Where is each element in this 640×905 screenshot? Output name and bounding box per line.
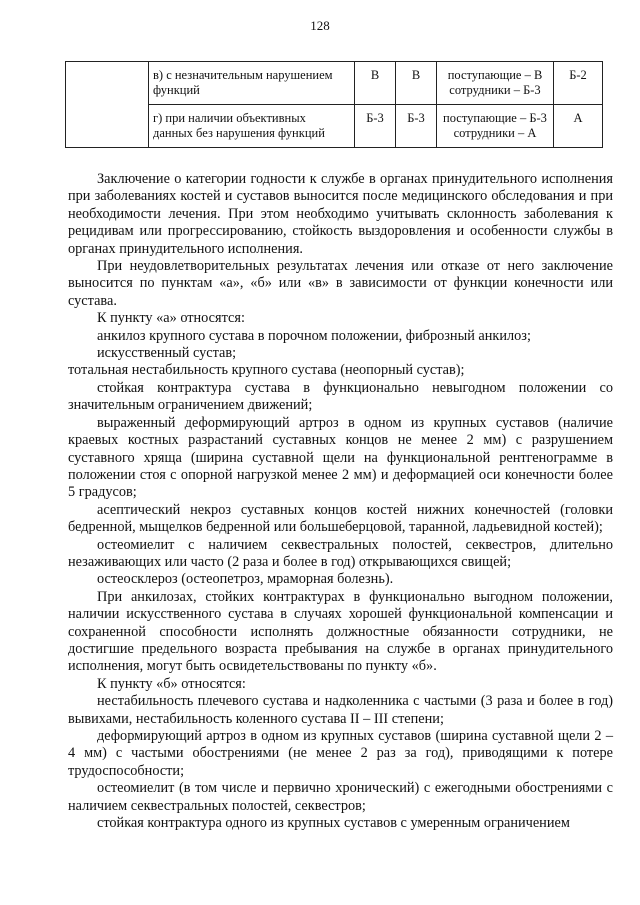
paragraph: К пункту «б» относятся:	[97, 675, 246, 692]
table-empty-cell	[66, 62, 149, 148]
list-item: стойкая контрактура сустава в функционально невыгодном положении со значительным ограничением движений;	[68, 379, 613, 414]
list-item: анкилоз крупного сустава в порочном положении, фиброзный анкилоз;	[97, 327, 531, 344]
grades-table	[65, 61, 603, 148]
table-cell-category: А	[554, 105, 603, 148]
list-item: асептический некроз суставных концов костей нижних конечностей (головки бедренной, мыщелков бедренной или большеберцовой, таранной, ладьевидной костей);	[68, 501, 613, 536]
table-row	[66, 62, 603, 105]
list-item: тотальная нестабильность крупного сустава (неопорный сустав);	[68, 362, 465, 379]
list-item: деформирующий артроз в одном из крупных суставов (ширина суставной щели 2 – 4 мм) с частыми обострениями (не менее 2 раз за год), приводящими к потере трудоспособности;	[68, 728, 613, 779]
page-number: 128	[310, 18, 330, 33]
table-cell-description: в) с незначительным нарушением функций	[149, 62, 355, 105]
note-line-entrants: поступающие – В	[447, 68, 543, 82]
list-item: искусственный сустав;	[97, 345, 237, 362]
table-cell-note	[437, 62, 554, 105]
table-cell-g: Б-3	[355, 105, 396, 148]
list-item: стойкая контрактура одного из крупных суставов с умеренным ограничением	[97, 815, 570, 832]
paragraph: Заключение о категории годности к службе в органах принудительного исполнения при заболеваниях костей и суставов выносится после медицинского обследования и при необходимости лечения. При этом необходимо учитывать склонность заболевания к рецидивам или прогрессированию, стойкость выздоровления и особенности службы в органах принудительного исполнения.	[68, 171, 613, 257]
note-line-entrants: поступающие – Б-3	[443, 111, 547, 125]
table-cell-h: Б-3	[396, 105, 437, 148]
body-text	[68, 171, 613, 832]
table-cell-description: г) при наличии объективных данных без нарушения функций	[149, 105, 355, 148]
table-cell-note	[437, 105, 554, 148]
paragraph: К пункту «а» относятся:	[97, 310, 245, 327]
table-cell-h: В	[396, 62, 437, 105]
list-item: остеомиелит с наличием секвестральных полостей, секвестров, длительно незаживающих или часто (2 раза и более в год) открывающихся свищей;	[68, 536, 613, 570]
list-item: остеомиелит (в том числе и первично хронический) с ежегодными обострениями с наличием секвестральных полостей, секвестров;	[68, 780, 613, 814]
list-item: остеосклероз (остеопетроз, мраморная болезнь).	[97, 571, 394, 588]
table-cell-g: В	[355, 62, 396, 105]
paragraph: При анкилозах, стойких контрактурах в функционально выгодном положении, наличии искусственного сустава в случаях хорошей функциональной компенсации и сохраненной способности исполнять должностные обязанности сотрудники, не достигшие предельного возраста пребывания на службе в органах принудительного исполнения, могут быть освидетельствованы по пункту «б».	[68, 588, 613, 675]
note-line-employees: сотрудники – А	[453, 126, 537, 140]
table-cell-category: Б-2	[554, 62, 603, 105]
note-line-employees: сотрудники – Б-3	[449, 83, 541, 97]
list-item: выраженный деформирующий артроз в одном из крупных суставов (наличие краевых костных разрастаний суставных концов не менее 2 мм) с разрушением суставного хряща (ширина суставной щели на функциональной рентгенограмме в положении стоя с опорной нагрузкой менее 2 мм) и деформацией оси конечности более 5 градусов;	[68, 414, 613, 501]
paragraph: При неудовлетворительных результатах лечения или отказе от него заключение выносится по пунктам «а», «б» или «в» в зависимости от функции конечности или сустава.	[68, 258, 613, 309]
list-item: нестабильность плечевого сустава и надколенника с частыми (3 раза и более в год) вывихами, нестабильность коленного сустава II – III степени;	[68, 693, 613, 727]
